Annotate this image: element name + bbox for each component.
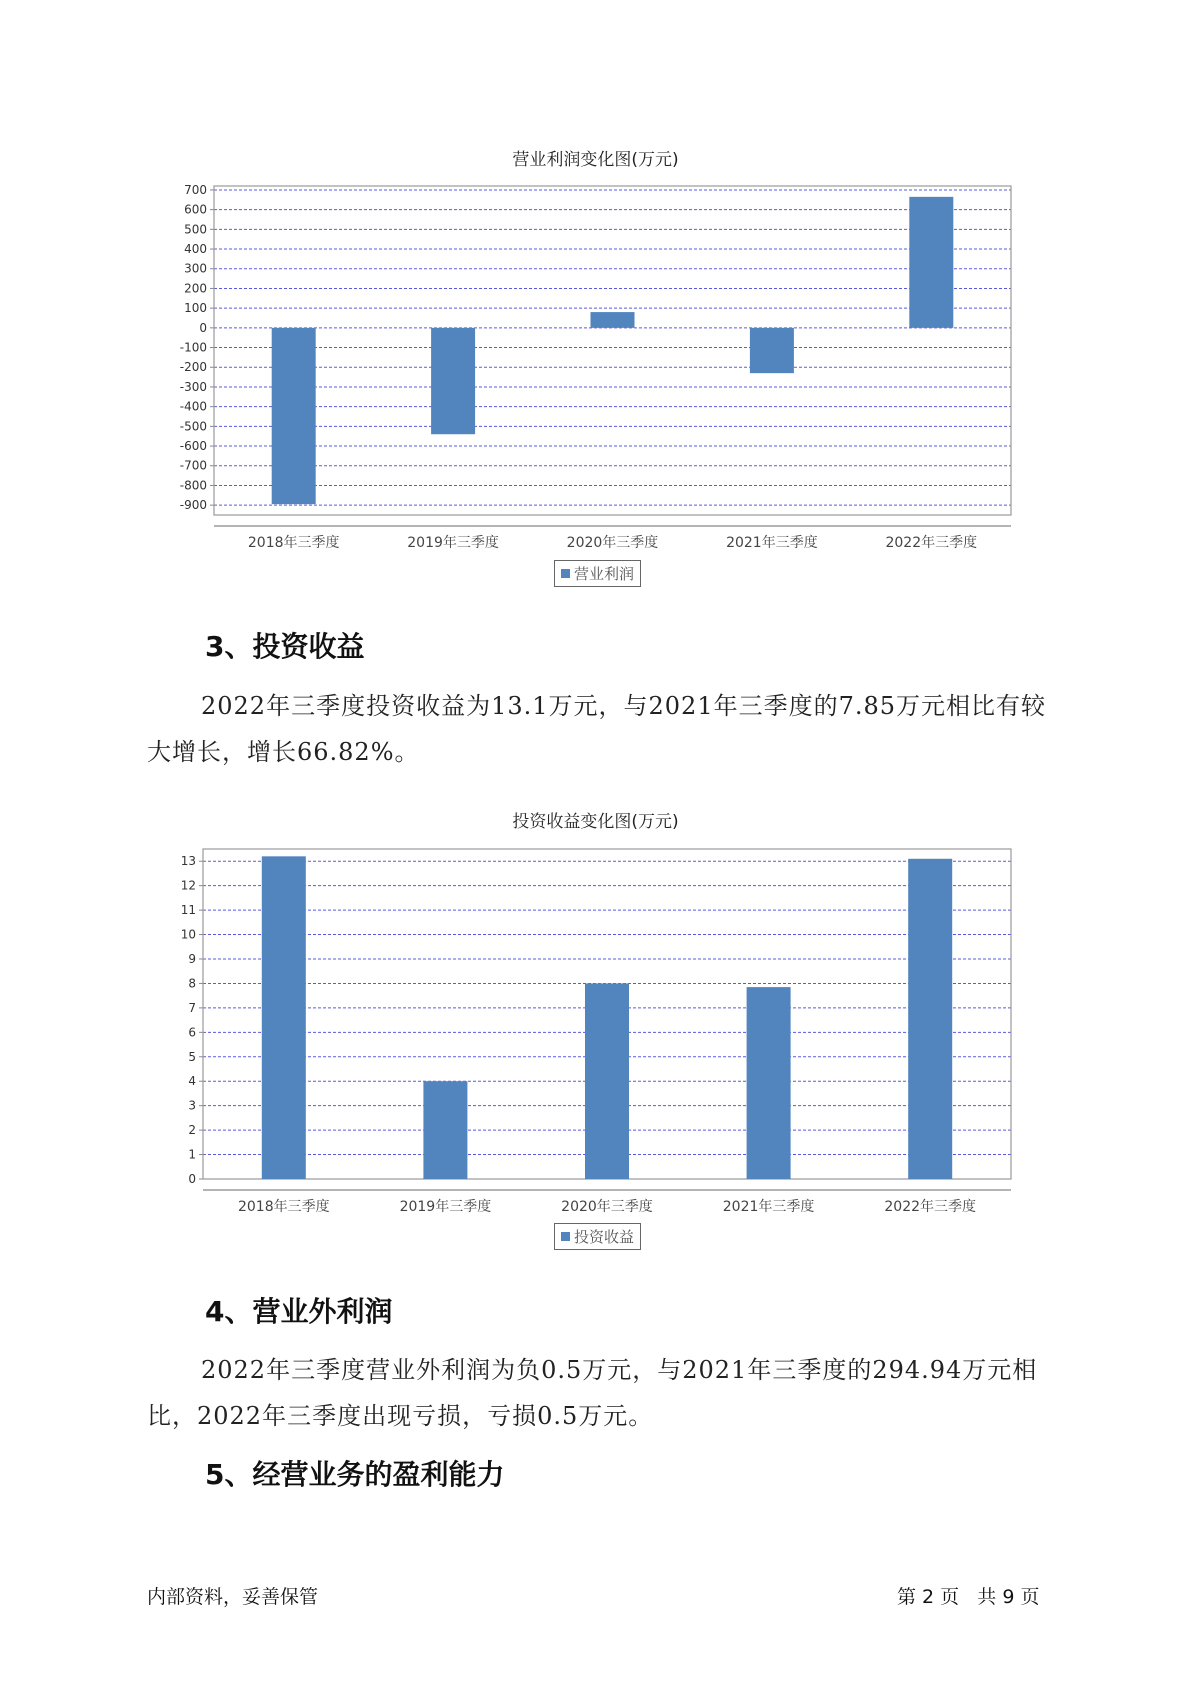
y-tick-label: -800 bbox=[179, 478, 207, 493]
chart-title: 营业利润变化图(万元) bbox=[512, 150, 679, 170]
y-tick-label: 2 bbox=[188, 1123, 196, 1138]
x-tick-label: 2022年三季度 bbox=[884, 1199, 977, 1215]
y-tick-label: 700 bbox=[184, 182, 207, 197]
y-tick-label: 300 bbox=[184, 261, 207, 276]
y-tick-label: 600 bbox=[184, 202, 207, 217]
x-tick-label: 2021年三季度 bbox=[726, 535, 818, 551]
y-tick-label: -200 bbox=[179, 360, 207, 375]
x-tick-label: 2019年三季度 bbox=[407, 535, 499, 551]
y-tick-label: 400 bbox=[184, 242, 207, 257]
x-tick-label: 2018年三季度 bbox=[247, 535, 340, 551]
y-tick-label: -100 bbox=[179, 340, 207, 355]
x-tick-label: 2020年三季度 bbox=[566, 535, 659, 551]
bar-2 bbox=[423, 1081, 467, 1179]
bar-5 bbox=[908, 859, 952, 1179]
section-text-non-operating-profit: 2022年三季度营业外利润为负0.5万元，与2021年三季度的294.94万元相比，2022年三季度出现亏损，亏损0.5万元。 bbox=[147, 1356, 1038, 1430]
bar-3 bbox=[585, 983, 629, 1179]
y-tick-label: 1 bbox=[188, 1147, 196, 1162]
chart-title: 投资收益变化图(万元) bbox=[512, 812, 679, 832]
legend-label: 营业利润 bbox=[574, 565, 635, 583]
section-text-investment-income: 2022年三季度投资收益为13.1万元，与2021年三季度的7.85万元相比有较大增长，增长66.82%。 bbox=[147, 692, 1047, 766]
y-tick-label: 10 bbox=[180, 927, 196, 942]
section-heading-operating-profitability: 5、经营业务的盈利能力 bbox=[205, 1458, 505, 1491]
y-tick-label: 11 bbox=[180, 903, 196, 918]
y-tick-label: 200 bbox=[184, 281, 207, 296]
y-tick-label: 5 bbox=[188, 1049, 196, 1064]
x-tick-label: 2018年三季度 bbox=[237, 1199, 330, 1215]
footer-page-number: 第 2 页 共 9 页 bbox=[897, 1586, 1040, 1608]
y-tick-label: 6 bbox=[188, 1025, 196, 1040]
y-tick-label: -400 bbox=[179, 399, 207, 414]
x-tick-label: 2020年三季度 bbox=[561, 1199, 653, 1215]
y-tick-label: 3 bbox=[188, 1098, 196, 1113]
bar-1 bbox=[262, 856, 306, 1179]
y-tick-label: -600 bbox=[179, 439, 207, 454]
y-tick-label: 4 bbox=[188, 1074, 196, 1089]
y-tick-label: -300 bbox=[179, 379, 207, 394]
y-tick-label: 12 bbox=[180, 878, 196, 893]
x-tick-label: 2022年三季度 bbox=[885, 535, 978, 551]
section-heading-non-operating-profit: 4、营业外利润 bbox=[205, 1295, 393, 1328]
y-tick-label: -500 bbox=[179, 419, 207, 434]
x-tick-label: 2021年三季度 bbox=[722, 1199, 815, 1215]
chart-legend bbox=[554, 1223, 641, 1250]
y-tick-label: 0 bbox=[199, 320, 207, 335]
y-tick-label: 0 bbox=[188, 1172, 196, 1186]
section-heading-investment-income: 3、投资收益 bbox=[205, 630, 365, 663]
x-tick-label: 2019年三季度 bbox=[399, 1199, 492, 1215]
y-tick-label: 100 bbox=[184, 301, 207, 316]
y-tick-label: 7 bbox=[188, 1000, 196, 1015]
y-tick-label: 9 bbox=[188, 952, 196, 966]
footer-confidential: 内部资料，妥善保管 bbox=[147, 1586, 319, 1608]
bar-4 bbox=[747, 987, 791, 1179]
legend-swatch bbox=[561, 1232, 570, 1241]
y-tick-label: -700 bbox=[179, 458, 207, 473]
legend-label: 投资收益 bbox=[574, 1228, 635, 1246]
y-tick-label: 500 bbox=[184, 222, 207, 237]
y-tick-label: -900 bbox=[179, 498, 207, 513]
y-tick-label: 13 bbox=[180, 854, 196, 869]
y-tick-label: 8 bbox=[188, 976, 196, 991]
